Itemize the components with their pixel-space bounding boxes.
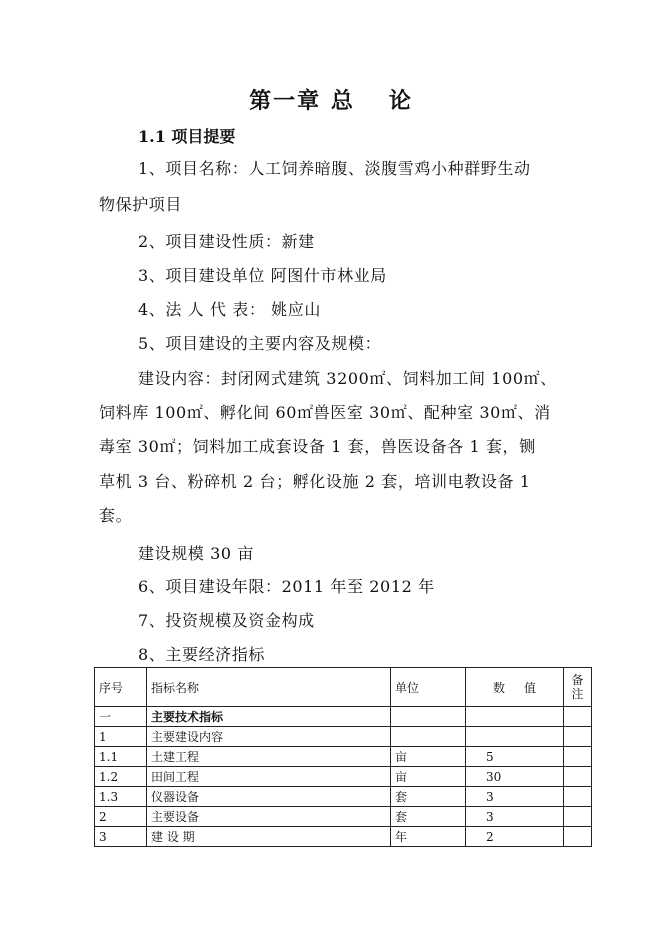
cell-unit: 套 [391, 807, 466, 827]
body-line: 草机 3 台、粉碎机 2 台；孵化设施 2 套，培训电教设备 1 [99, 472, 531, 491]
table-header-row [95, 668, 592, 707]
cell-name: 土建工程 [147, 747, 391, 767]
cell-name: 主要设备 [147, 807, 391, 827]
section-heading: 1.1 项目提要 [138, 127, 236, 146]
body-line: 8、主要经济指标 [138, 645, 265, 664]
header-name: 指标名称 [147, 668, 391, 707]
cell-value: 2 [466, 827, 564, 847]
table-row [95, 747, 592, 767]
body-line: 7、投资规模及资金构成 [138, 611, 315, 630]
table-row [95, 807, 592, 827]
cell-name: 主要技术指标 [147, 707, 391, 727]
table-row [95, 787, 592, 807]
body-line: 套。 [99, 506, 133, 525]
body-line: 建设规模 30 亩 [138, 544, 254, 563]
cell-note [564, 807, 592, 827]
table-row [95, 727, 592, 747]
cell-seq: 1 [95, 727, 147, 747]
cell-name: 建 设 期 [147, 827, 391, 847]
body-line: 物保护项目 [99, 195, 183, 214]
body-line: 建设内容：封闭网式建筑 3200㎡、饲料加工间 100㎡、 [138, 369, 557, 388]
cell-unit: 亩 [391, 767, 466, 787]
cell-seq: 1.1 [95, 747, 147, 767]
cell-unit: 亩 [391, 747, 466, 767]
cell-value [466, 727, 564, 747]
chapter-title [0, 84, 662, 115]
body-line: 5、项目建设的主要内容及规模： [138, 334, 382, 353]
header-value: 数 值 [466, 668, 564, 707]
cell-note [564, 727, 592, 747]
table-row [95, 827, 592, 847]
body-line: 2、项目建设性质：新建 [138, 232, 315, 251]
table-row [95, 707, 592, 727]
cell-unit: 年 [391, 827, 466, 847]
cell-value: 5 [466, 747, 564, 767]
cell-name: 仪器设备 [147, 787, 391, 807]
cell-note [564, 827, 592, 847]
header-note: 备注 [564, 668, 592, 707]
cell-name: 田间工程 [147, 767, 391, 787]
cell-note [564, 747, 592, 767]
cell-seq: 2 [95, 807, 147, 827]
cell-seq: 3 [95, 827, 147, 847]
cell-seq: 1.2 [95, 767, 147, 787]
cell-value: 3 [466, 787, 564, 807]
cell-value: 30 [466, 767, 564, 787]
header-unit: 单位 [391, 668, 466, 707]
cell-note [564, 787, 592, 807]
cell-unit: 套 [391, 787, 466, 807]
cell-value [466, 707, 564, 727]
header-seq: 序号 [95, 668, 147, 707]
body-line: 4、法 人 代 表： 姚应山 [138, 300, 321, 319]
cell-seq: 一 [95, 707, 147, 727]
cell-value: 3 [466, 807, 564, 827]
body-line: 1、项目名称：人工饲养暗腹、淡腹雪鸡小种群野生动 [138, 159, 531, 178]
cell-note [564, 707, 592, 727]
economic-indicators-table [94, 667, 592, 847]
cell-name: 主要建设内容 [147, 727, 391, 747]
cell-unit [391, 707, 466, 727]
body-line: 3、项目建设单位 阿图什市林业局 [138, 266, 387, 285]
chapter-title-left: 第一章 总 [249, 88, 355, 114]
table-row [95, 767, 592, 787]
body-line: 毒室 30㎡；饲料加工成套设备 1 套，兽医设备各 1 套，铡 [99, 437, 536, 456]
cell-seq: 1.3 [95, 787, 147, 807]
chapter-title-right: 论 [388, 88, 413, 114]
body-line: 饲料库 100㎡、孵化间 60㎡兽医室 30㎡、配种室 30㎡、消 [99, 403, 551, 422]
body-line: 6、项目建设年限：2011 年至 2012 年 [138, 577, 435, 596]
cell-unit [391, 727, 466, 747]
cell-note [564, 767, 592, 787]
